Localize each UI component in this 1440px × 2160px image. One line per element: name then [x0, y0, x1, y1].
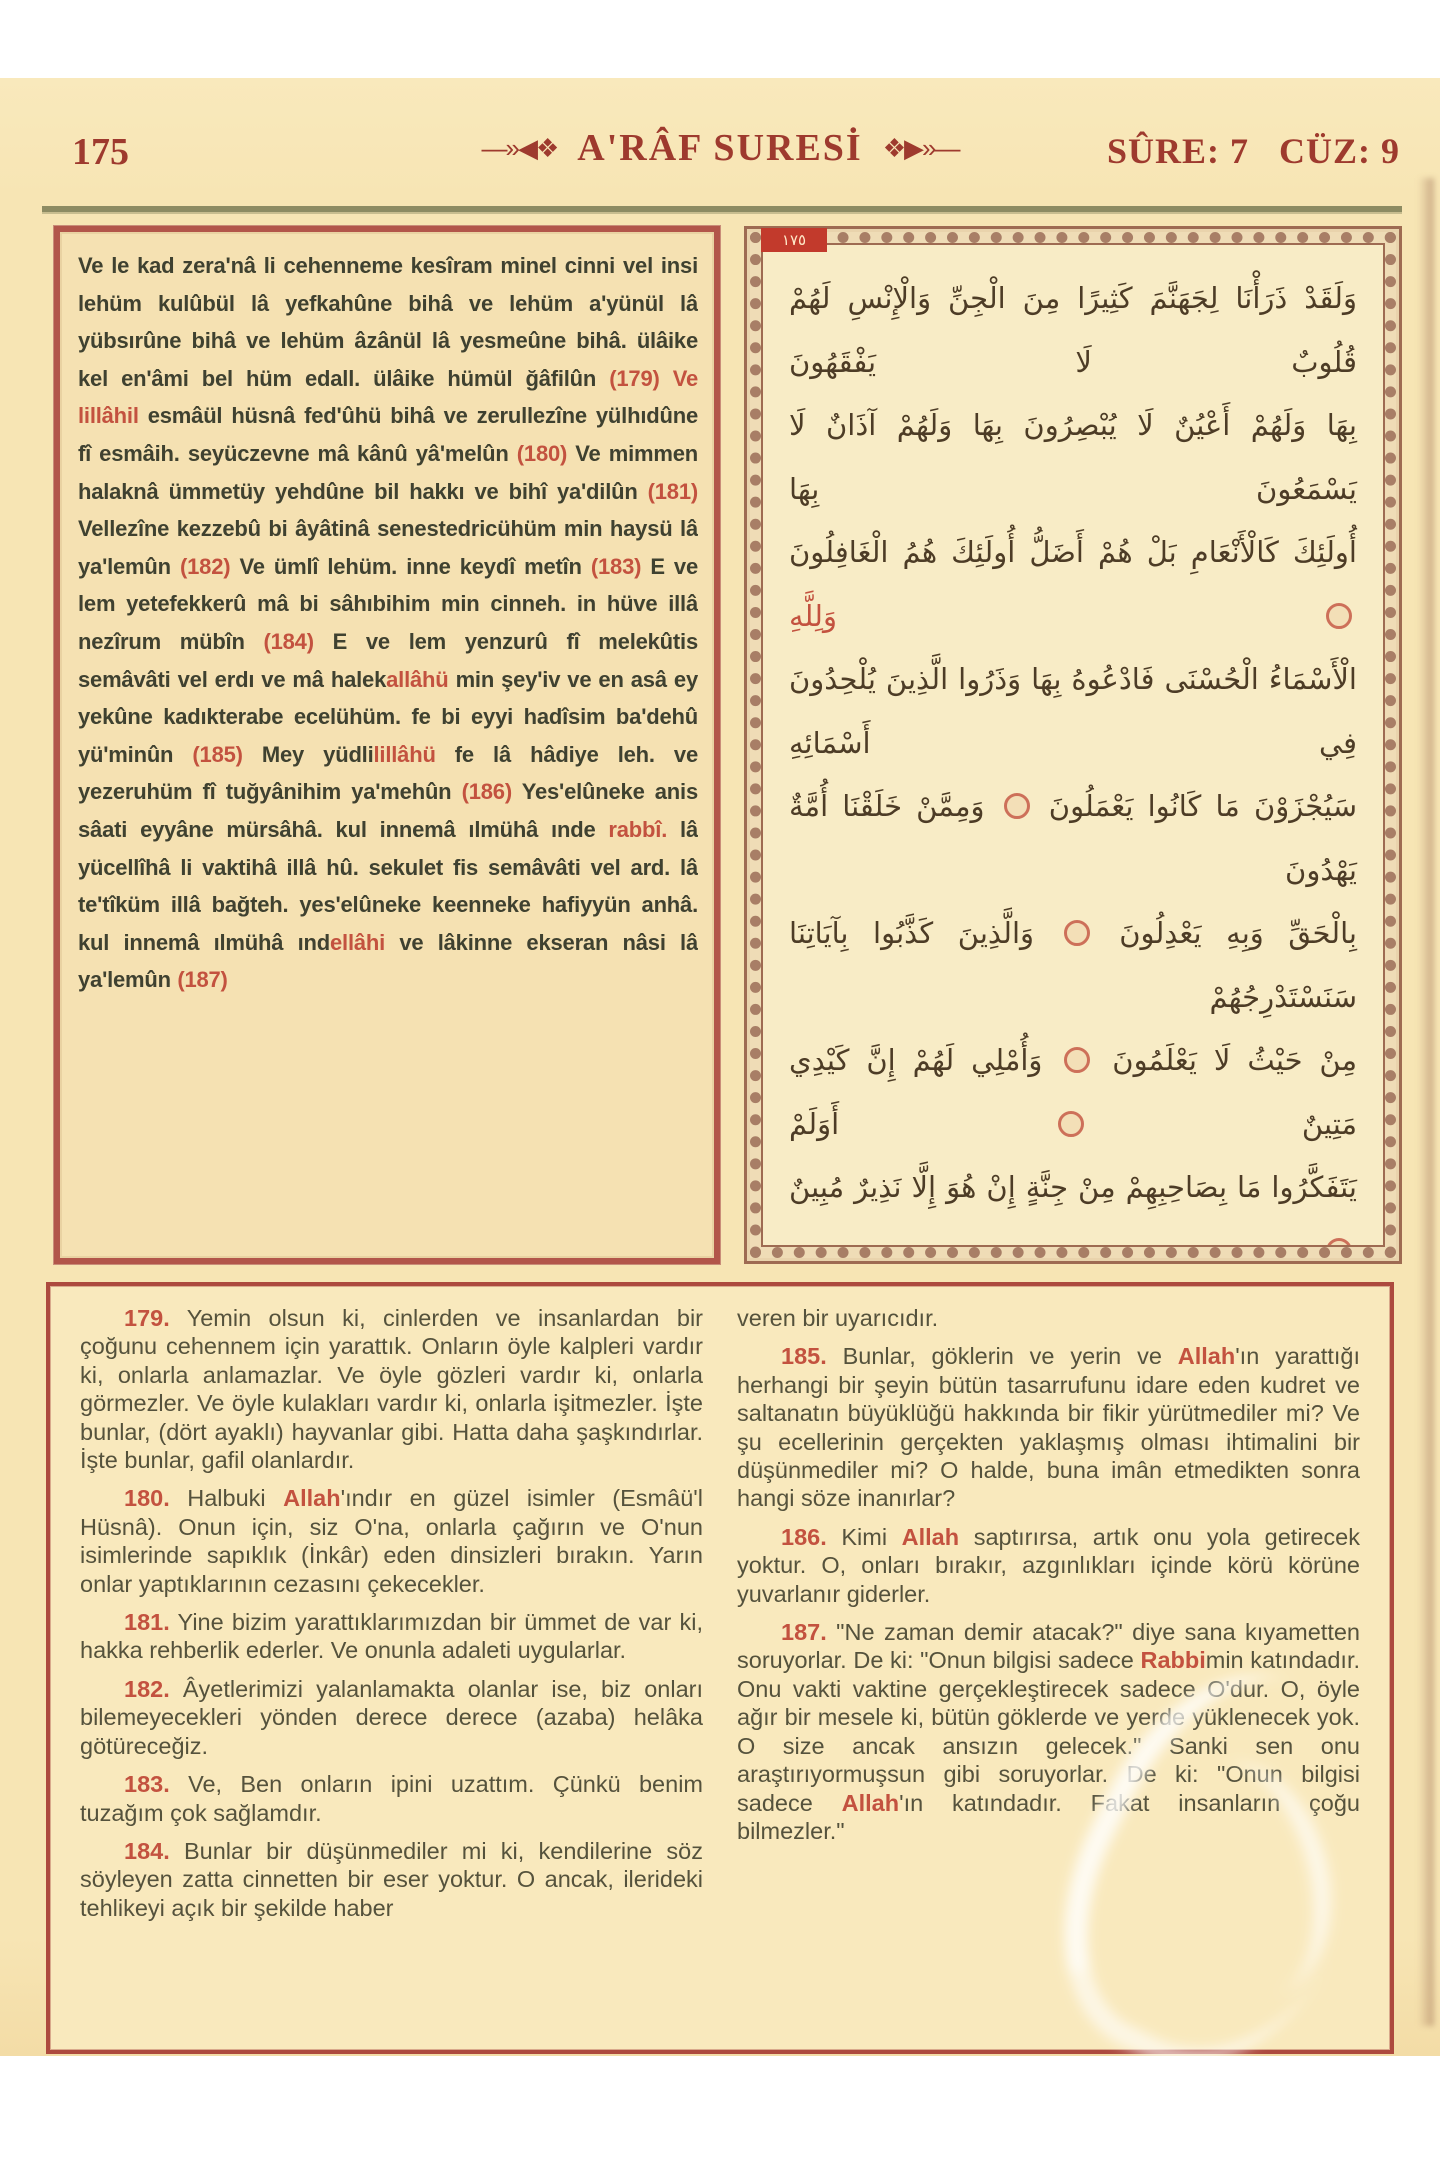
- translation-columns: [80, 1304, 1360, 2036]
- text-segment: Allah: [841, 1789, 900, 1816]
- text-segment: Allah: [1177, 1343, 1236, 1370]
- arabic-line: [789, 902, 1357, 1029]
- text-segment: lillâhü: [373, 741, 436, 767]
- text-segment: Yine bizim yarattıklarımızdan bir ümmet de var ki, hakka rehberlik ederler. Ve onunla adaleti uygularlar.: [80, 1609, 703, 1664]
- text-segment: Halbuki: [169, 1485, 284, 1512]
- text-segment: Ve ümlî lehüm. inne keydî metîn: [230, 553, 591, 579]
- translation-paragraph: [80, 1304, 703, 1474]
- arabic-line: [789, 394, 1357, 521]
- text-segment: 179.: [124, 1305, 170, 1331]
- text-segment: fe lâ hâdiye leh. ve yezeruhüm fî tuğyânihim ya'mehûn: [78, 741, 698, 805]
- arabic-panel-beaded-border: [750, 232, 1396, 1258]
- text-segment: (187): [177, 967, 228, 993]
- translation-column-right: [737, 1304, 1360, 2036]
- text-segment: 'ın yarattığı herhangi bir şeyin bütün tasarrufunu idare eden kudret ve saltanatın büyüklüğü hakkında bir fikir yürütmediler mi? Ve şu ecellerinin gerçekten yaklaşmış olması ihtimalini bir düşünmediler mi? O halde, buna imân etmedikten sonra hangi söze inanırlar?: [737, 1343, 1360, 1512]
- text-segment: وَلِلَّهِ: [789, 598, 837, 633]
- arabic-line: [789, 648, 1357, 775]
- text-segment: بِالْحَقِّ وَبِهِ يَعْدِلُونَ: [1119, 916, 1358, 950]
- header-ornament-right-icon: ❖▶»—: [882, 132, 959, 163]
- text-segment: (185): [192, 741, 243, 767]
- translation-paragraph: [80, 1770, 703, 1827]
- translation-paragraph: [737, 1618, 1360, 1845]
- text-segment: Ve, Ben onların ipini uzattım. Çünkü benim tuzağım çok sağlamdır.: [80, 1771, 703, 1826]
- translation-paragraph: [737, 1304, 1360, 1332]
- arabic-line: [789, 775, 1357, 902]
- text-segment: Allah: [901, 1523, 960, 1550]
- text-segment: سَيُجْزَوْنَ مَا كَانُوا يَعْمَلُونَ: [1048, 789, 1358, 823]
- ayah-end-marker-icon: [1058, 1111, 1084, 1137]
- text-segment: ve lâkinne ekseran nâsi lâ ya'lemûn: [78, 929, 698, 993]
- text-segment: 185.: [781, 1343, 827, 1370]
- arabic-page-tab: ١٧٥: [761, 228, 827, 252]
- page-number: 175: [72, 131, 129, 173]
- text-segment: Bunlar, göklerin ve yerin ve: [826, 1343, 1178, 1370]
- text-segment: (186): [461, 779, 512, 805]
- text-segment: veren bir uyarıcıdır.: [737, 1305, 939, 1331]
- translation-paragraph: [737, 1342, 1360, 1512]
- text-segment: rabbî.: [608, 816, 668, 842]
- text-segment: (182): [180, 553, 231, 579]
- ayah-end-marker-icon: [1064, 1047, 1090, 1073]
- text-segment: (180): [516, 440, 568, 466]
- translation-paragraph: [80, 1675, 703, 1760]
- translation-column-left: [80, 1304, 703, 2036]
- translation-panel: [46, 1282, 1394, 2054]
- text-segment: Ve le kad zera'nâ li cehenneme kesîram minel cinni vel insi lehüm kulûbül lâ yefkahûne bihâ ve lehüm a'yünül lâ yübsırûne bihâ ve lehüm âzânül lâ yesmeûne bihâ. ülâike kel en'âmi bel hüm edall. ülâike hümül ğâfilûn: [78, 253, 698, 391]
- ayah-end-marker-icon: [1064, 920, 1090, 946]
- text-segment: (184): [263, 628, 314, 654]
- page-edge-shadow: [1418, 178, 1434, 2026]
- text-segment: 183.: [124, 1771, 170, 1798]
- text-segment: وَالَّذِينَ كَذَّبُوا بِآيَاتِنَا سَنَسْتَدْرِجُهُمْ: [789, 916, 1357, 1014]
- text-segment: بِهَا وَلَهُمْ أَعْيُنٌ لَا يُبْصِرُونَ بِهَا وَلَهُمْ آذَانٌ لَا يَسْمَعُونَ بِهَا: [789, 408, 1357, 506]
- text-segment: وَلَقَدْ ذَرَأْنَا لِجَهَنَّمَ كَثِيرًا مِنَ الْجِنِّ وَالْإِنْسِ لَهُمْ قُلُوبٌ لَا يَفْقَهُونَ: [789, 281, 1357, 379]
- text-segment: esmâül hüsnâ fed'ûhü bihâ ve zerullezîne yülhıdûne fî esmâih. seyüczevne mâ kânû yâ'melûn: [78, 403, 698, 466]
- translation-paragraph: [80, 1484, 703, 1598]
- text-segment: 'ındır en güzel isimler (Esmâü'l Hüsnâ). Onun için, siz O'na, onlarla çağırın ve O'nun isimlerinde sapıklık (İnkâr) eden dinsizleri bırakın. Yarın onlar yaptıklarının cezasını çekecekler.: [80, 1485, 703, 1597]
- arabic-panel: [744, 226, 1402, 1264]
- arabic-line: [789, 267, 1357, 394]
- text-segment: Yes'elûneke anis sâati eyyâne mürsâhâ. kul innemâ ılmühâ ınde: [78, 779, 698, 842]
- text-segment: Vellezîne kezzebû bi âyâtinâ senestedricühüm min haysü lâ ya'lemûn: [78, 516, 698, 579]
- arabic-text: [761, 243, 1385, 1247]
- text-segment: Allah: [283, 1485, 341, 1512]
- header-divider: [42, 206, 1402, 212]
- text-segment: saptırırsa, artık onu yola getirecek yoktur. O, onları bırakır, azgınlıkları içinde körü körüne yuvarlanır giderler.: [737, 1523, 1360, 1607]
- ayah-end-marker-icon: [1004, 793, 1030, 819]
- text-segment: 184.: [124, 1837, 170, 1864]
- text-segment: 181.: [124, 1609, 170, 1636]
- text-segment: Kimi: [826, 1523, 902, 1550]
- text-segment: وَمِمَّنْ خَلَقْنَا أُمَّةٌ يَهْدُونَ: [789, 789, 1357, 887]
- ayah-end-marker-icon: [1326, 603, 1352, 629]
- translation-paragraph: [80, 1837, 703, 1922]
- text-segment: 187.: [781, 1619, 827, 1646]
- text-segment: Âyetlerimizi yalanlamakta olanlar ise, biz onları bilemeyecekleri yönden derece derece (azaba) helâka götüreceğiz.: [80, 1675, 703, 1759]
- text-segment: min katındadır. Onu vakti vaktine gerçekleştirecek sadece O'dur. O, öyle ağır bir mesele ki, bütün göklerde ve yerde yüklenecek yok. O size ancak ansızın gelecek." Sanki sen onu araştırıyormuşsun gibi soruyorlar. De ki: "Onun bilgisi sadece: [737, 1647, 1360, 1816]
- text-segment: ellâhi: [330, 929, 386, 955]
- text-segment: allâhü: [386, 666, 449, 692]
- text-segment: أُولَئِكَ كَالْأَنْعَامِ بَلْ هُمْ أَضَلُّ أُولَئِكَ هُمُ الْغَافِلُونَ: [789, 535, 1357, 569]
- text-segment: E ve lem yenzurû fî melekûtis semâvâti vel erdı ve mâ halek: [78, 628, 698, 692]
- text-segment: "Ne zaman demir atacak?" diye sana kıyametten soruyorlar. De ki: "Onun bilgisi sadece: [737, 1619, 1360, 1674]
- text-segment: وَأُمْلِي لَهُمْ إِنَّ كَيْدِي مَتِينٌ: [789, 1043, 1358, 1141]
- text-segment: (181): [647, 478, 698, 504]
- text-segment: min şey'iv ve en asâ ey yekûne kadıkterabe ecelühüm. fe bi eyyi hadîsim ba'dehû yü'minûn: [78, 666, 698, 767]
- transliteration-text: [78, 247, 698, 1250]
- text-segment: الْأَسْمَاءُ الْحُسْنَى فَادْعُوهُ بِهَا وَذَرُوا الَّذِينَ يُلْحِدُونَ فِي أَسْمَائِهِ: [789, 662, 1357, 760]
- text-segment: 'ın katındadır. Fakat insanların çoğu bilmezler.": [737, 1789, 1360, 1844]
- text-segment: 186.: [781, 1523, 827, 1550]
- arabic-line: [789, 521, 1357, 648]
- text-segment: 182.: [124, 1675, 170, 1702]
- sure-cuz-label: SÛRE: 7 CÜZ: 9: [1106, 131, 1400, 171]
- text-segment: lâ yücellîhâ li vaktihâ illâ hû. sekulet fis semâvâti vel ard. lâ te'tîküm illâ bağteh. yes'elûneke keenneke hafiyyün anhâ. kul innemâ ılmühâ ınd: [78, 816, 698, 955]
- translation-paragraph: [737, 1523, 1360, 1608]
- arabic-line: [789, 1156, 1357, 1247]
- transliteration-panel: [54, 226, 720, 1264]
- book-page: [0, 78, 1440, 2056]
- text-segment: يَتَفَكَّرُوا مَا بِصَاحِبِهِمْ مِنْ جِنَّةٍ إِنْ هُوَ إِلَّا نَذِيرٌ مُبِينٌ: [789, 1170, 1357, 1204]
- arabic-line: [789, 1029, 1357, 1156]
- header-ornament-left-icon: —»◀❖: [481, 132, 558, 163]
- translation-paragraph: [80, 1608, 703, 1665]
- text-segment: E ve lem yetefekkerû mâ bi sâhıbihim min cinneh. in hüve illâ nezîrum mübîn: [78, 553, 698, 654]
- text-segment: Ve mimmen halaknâ ümmetüy yehdûne bil hakkı ve bihî ya'dilûn: [78, 440, 698, 504]
- ayah-end-marker-icon: [1326, 1238, 1352, 1248]
- text-segment: أَوَلَمْ: [789, 1106, 840, 1141]
- text-segment: (183): [590, 553, 642, 579]
- text-segment: (179) Ve lillâhil: [78, 365, 698, 429]
- text-segment: Mey yüdli: [242, 741, 374, 767]
- text-segment: Bunlar bir düşünmediler mi ki, kendilerine söz söyleyen zatta cinnetten bir eser yoktur. O ancak, ilerideki tehlikeyi açık bir şekilde haber: [80, 1837, 703, 1921]
- surah-title: A'RÂF SURESİ: [577, 127, 863, 169]
- text-segment: 180.: [124, 1485, 170, 1512]
- text-segment: Rabbi: [1140, 1647, 1206, 1674]
- text-segment: Yemin olsun ki, cinlerden ve insanlardan bir çoğunu cehennem için yarattık. Onların öyle kalpleri vardır ki, onlarla anlamazlar. Ve öyle gözleri vardır ki, onlarla görmezler. Ve öyle kulakları vardır ki, onlarla işitmezler. İşte bunlar, (dört ayaklı) hayvanlar gibi. Hatta daha şaşkındırlar. İşte bunlar, gafil olanlardır.: [80, 1305, 703, 1474]
- text-segment: مِنْ حَيْثُ لَا يَعْلَمُونَ: [1112, 1043, 1358, 1077]
